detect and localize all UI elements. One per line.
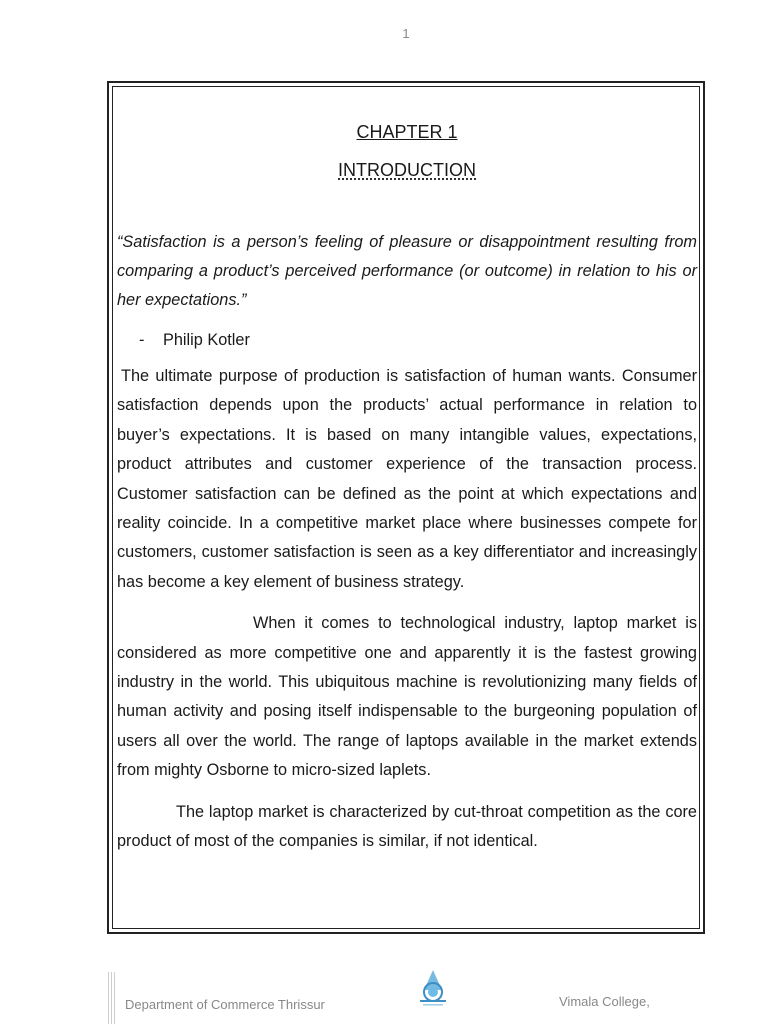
college-emblem-icon <box>414 968 452 1008</box>
chapter-title: INTRODUCTION <box>338 160 476 180</box>
chapter-content <box>117 83 697 857</box>
page-border <box>107 81 705 934</box>
page-number: 1 <box>402 26 410 41</box>
body-paragraph: The ultimate purpose of production is satisfaction of human wants. Consumer satisfaction depends upon the products’ actual performance in relation to buyer’s expectations. It is based on many intangible values, expectations, product attributes and customer experience of the transaction process. Customer satisfaction can be defined as the point at which expectations and reality coincide. In a competitive market place where businesses compete for customers, customer satisfaction is seen as a key differentiator and increasingly has become a key element of business strategy. <box>117 367 697 591</box>
chapter-number: CHAPTER 1 <box>356 122 458 142</box>
body-paragraph: The laptop market is characterized by cut-throat competition as the core product of most of the companies is similar, if not identical. <box>117 802 697 851</box>
footer-rule <box>108 972 109 1024</box>
footer-department: Department of Commerce Thrissur <box>125 997 325 1012</box>
epigraph-quote: “Satisfaction is a person’s feeling of pleasure or disappointment resulting from comparing a product’s perceived performance (or outcome) in relation to his or her expectations.” <box>117 233 697 309</box>
footer-college: Vimala College, <box>559 994 650 1009</box>
body-paragraph: When it comes to technological industry, laptop market is considered as more competitive one and apparently it is the fastest growing industry in the world. This ubiquitous machine is revolutionizing many fields of human activity and posing itself indispensable to the burgeoning population of users all over the world. The range of laptops available in the market extends from mighty Osborne to micro-sized laplets. <box>117 614 697 780</box>
epigraph-author: Philip Kotler <box>163 331 250 349</box>
footer-rule <box>114 972 115 1024</box>
attribution-dash: - <box>139 331 145 349</box>
epigraph-attribution <box>117 327 697 353</box>
footer-rule <box>111 972 112 1024</box>
